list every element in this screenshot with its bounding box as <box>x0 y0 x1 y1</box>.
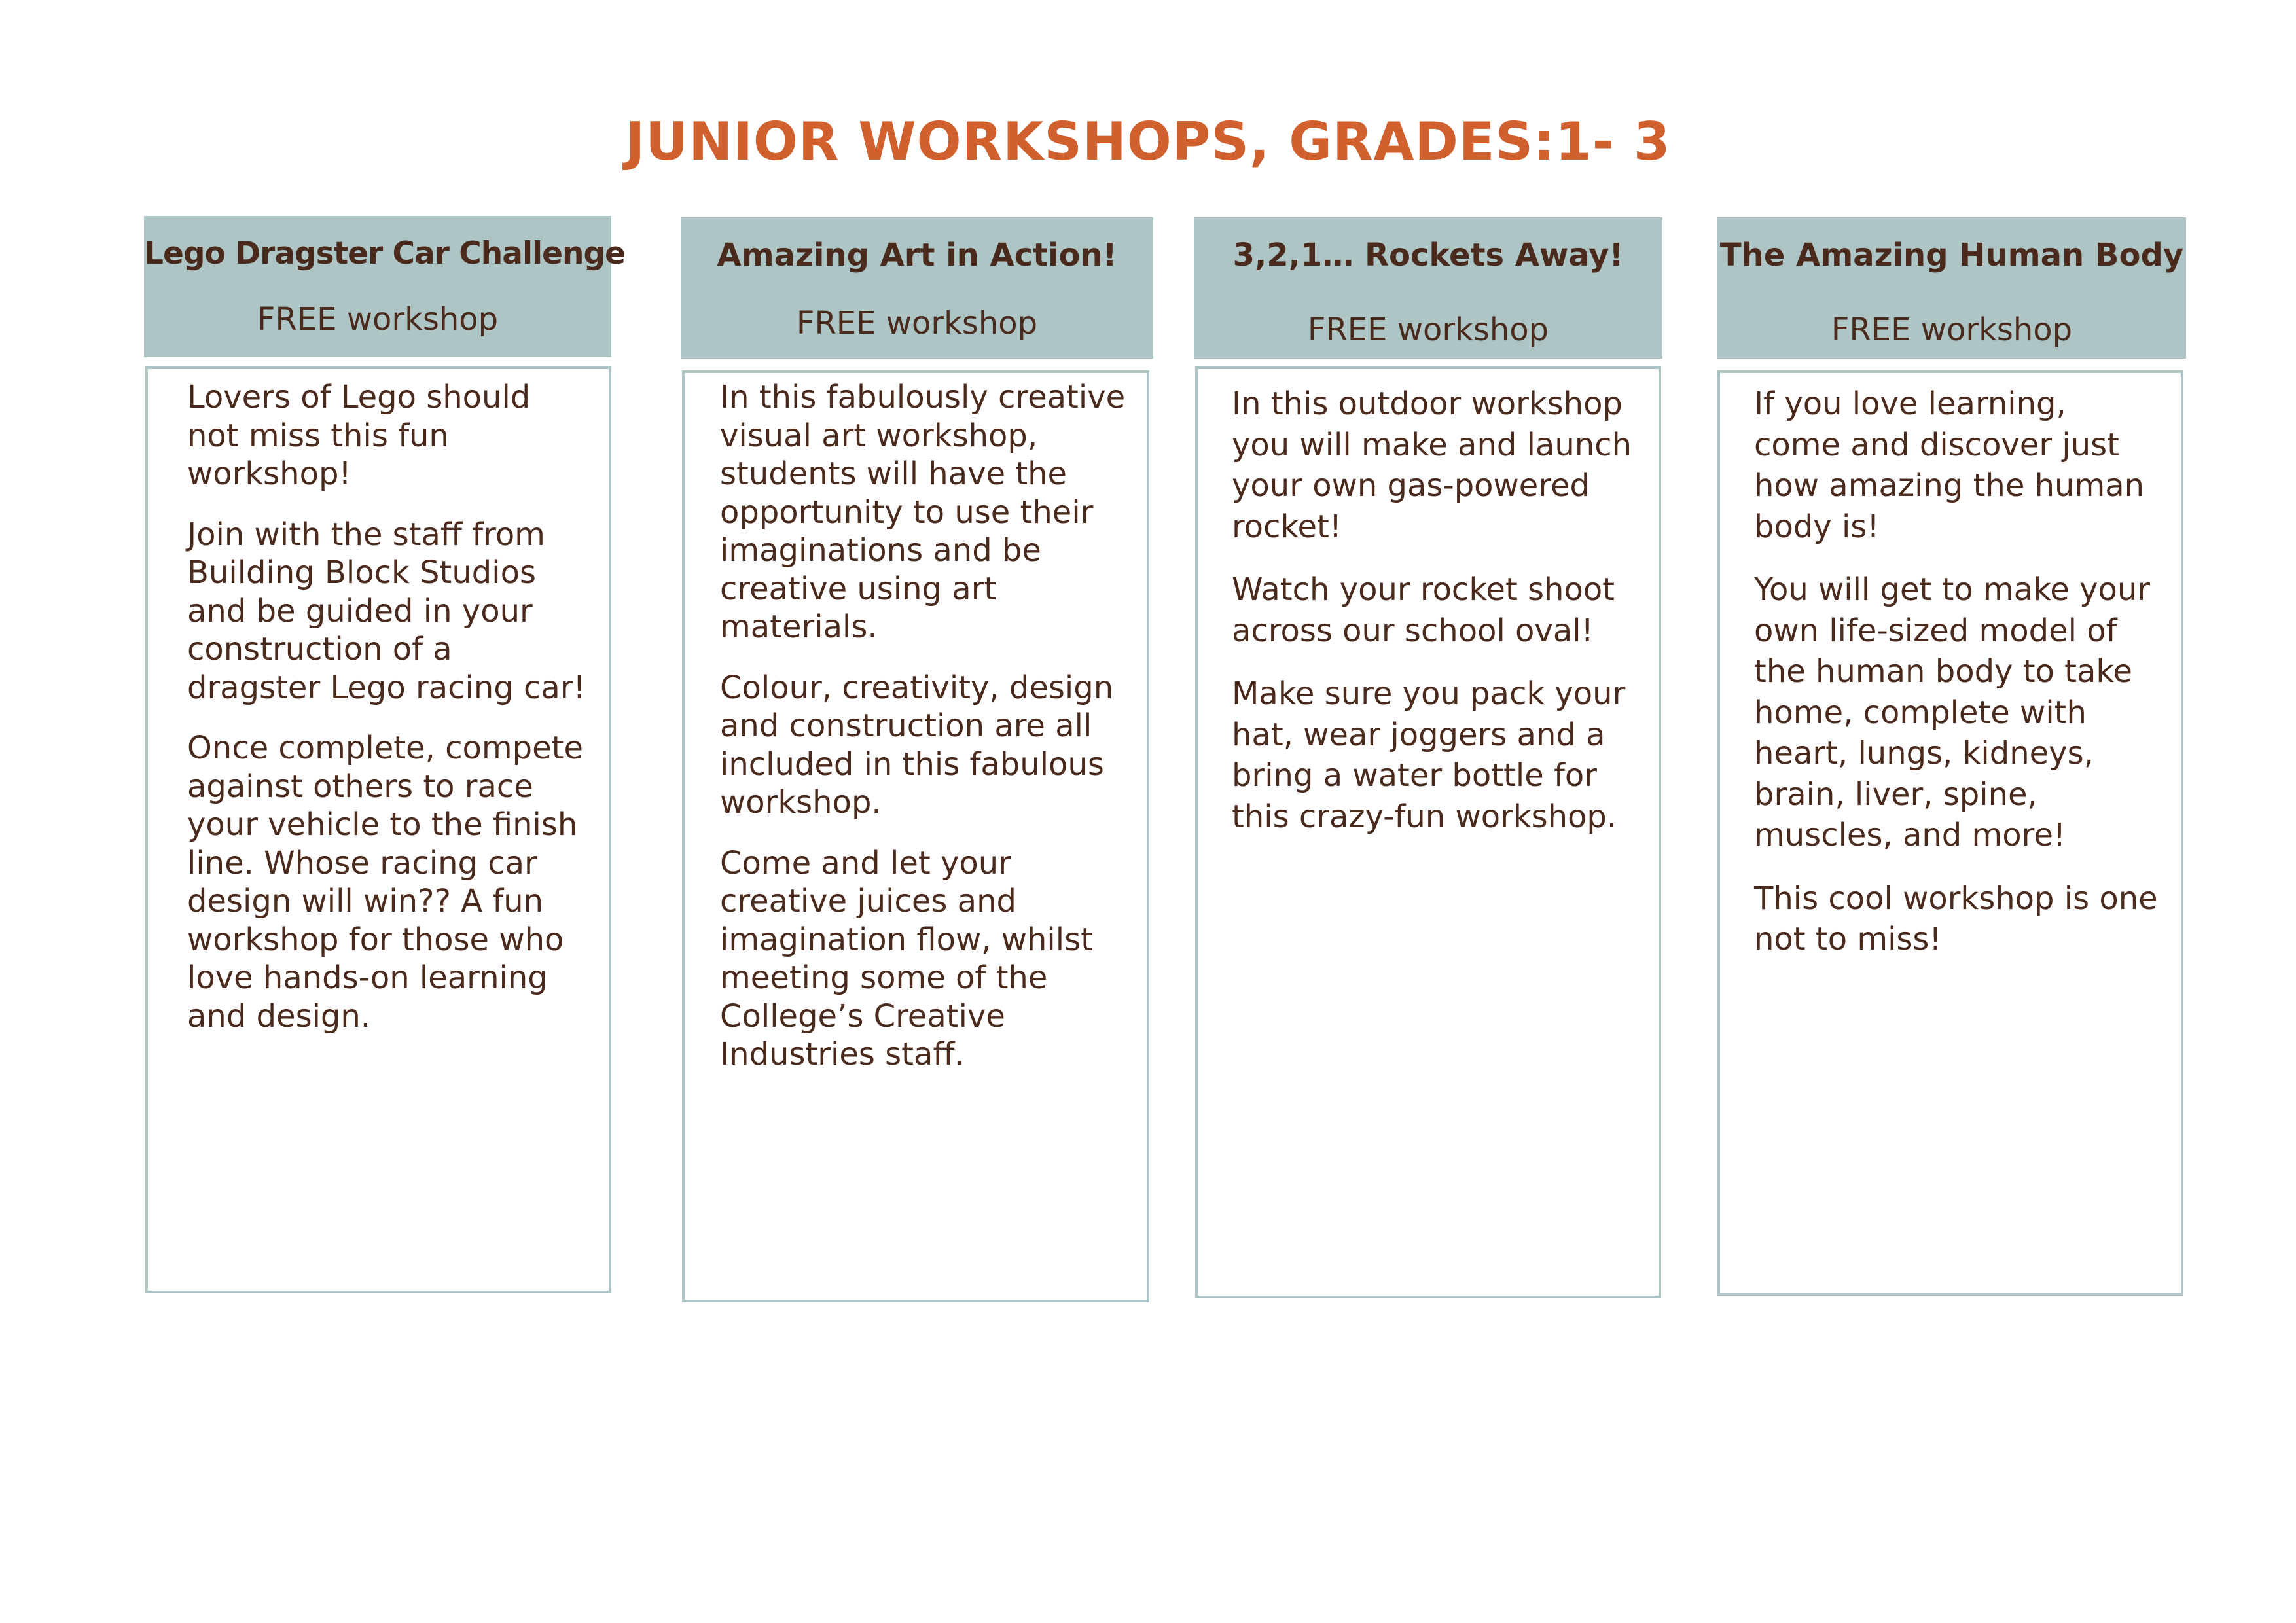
description-paragraph: Lovers of Lego should not miss this fun workshop! <box>187 379 531 492</box>
description-content <box>1232 383 1639 859</box>
description-paragraph: Join with the staff from Building Block Studios and be guided in your construction of a dragster Lego racing car! <box>187 516 586 706</box>
workshop-title: The Amazing Human Body <box>1719 237 2184 274</box>
workshop-header-lego <box>144 216 626 357</box>
description-paragraph: If you love learning, come and discover just how amazing the human body is! <box>1754 385 2145 545</box>
workshop-subtitle: FREE workshop <box>1831 312 2073 348</box>
description-paragraph: Once complete, compete against others to race your vehicle to the finish line. Whose racing car design will win?? A fun workshop for those who love hands-on learning and design. <box>187 730 583 1035</box>
workshop-description-rockets <box>1195 366 1661 1298</box>
workshop-description-human-body <box>1717 370 2183 1296</box>
workshop-title: Amazing Art in Action! <box>717 237 1117 274</box>
description-paragraph: Make sure you pack your hat, wear joggers and a bring a water bottle for this crazy-fun workshop. <box>1232 675 1626 835</box>
workshop-header-art <box>681 217 1153 359</box>
description-paragraph: You will get to make your own life-sized model of the human body to take home, complete with heart, lungs, kidneys, brain, liver, spine, muscles, and more! <box>1754 571 2151 853</box>
workshop-header-human-body <box>1717 217 2186 359</box>
description-paragraph: Watch your rocket shoot across our school oval! <box>1232 571 1615 649</box>
description-paragraph: In this fabulously creative visual art workshop, students will have the opportunity to use their imaginations and be creative using art materials. <box>720 379 1126 645</box>
workshop-subtitle: FREE workshop <box>796 305 1038 342</box>
workshop-title: 3,2,1… Rockets Away! <box>1232 237 1624 274</box>
description-content <box>187 378 589 1058</box>
description-content <box>1754 383 2161 982</box>
description-paragraph: Come and let your creative juices and imagination flow, whilst meeting some of the College’s Creative Industries staff. <box>720 844 1093 1073</box>
page-title: JUNIOR WORKSHOPS, GRADES:1- 3 <box>625 111 1671 172</box>
description-paragraph: In this outdoor workshop you will make and launch your own gas-powered rocket! <box>1232 385 1632 545</box>
description-content <box>720 378 1127 1096</box>
workshop-subtitle: FREE workshop <box>1307 312 1549 348</box>
workshop-title: Lego Dragster Car Challenge <box>144 236 626 272</box>
workshop-description-lego <box>145 366 611 1293</box>
workshop-header-rockets <box>1194 217 1662 359</box>
description-paragraph: Colour, creativity, design and construction are all included in this fabulous workshop. <box>720 669 1114 821</box>
description-paragraph: This cool workshop is one not to miss! <box>1754 880 2158 957</box>
workshop-subtitle: FREE workshop <box>257 301 499 338</box>
workshop-description-art <box>682 370 1149 1302</box>
